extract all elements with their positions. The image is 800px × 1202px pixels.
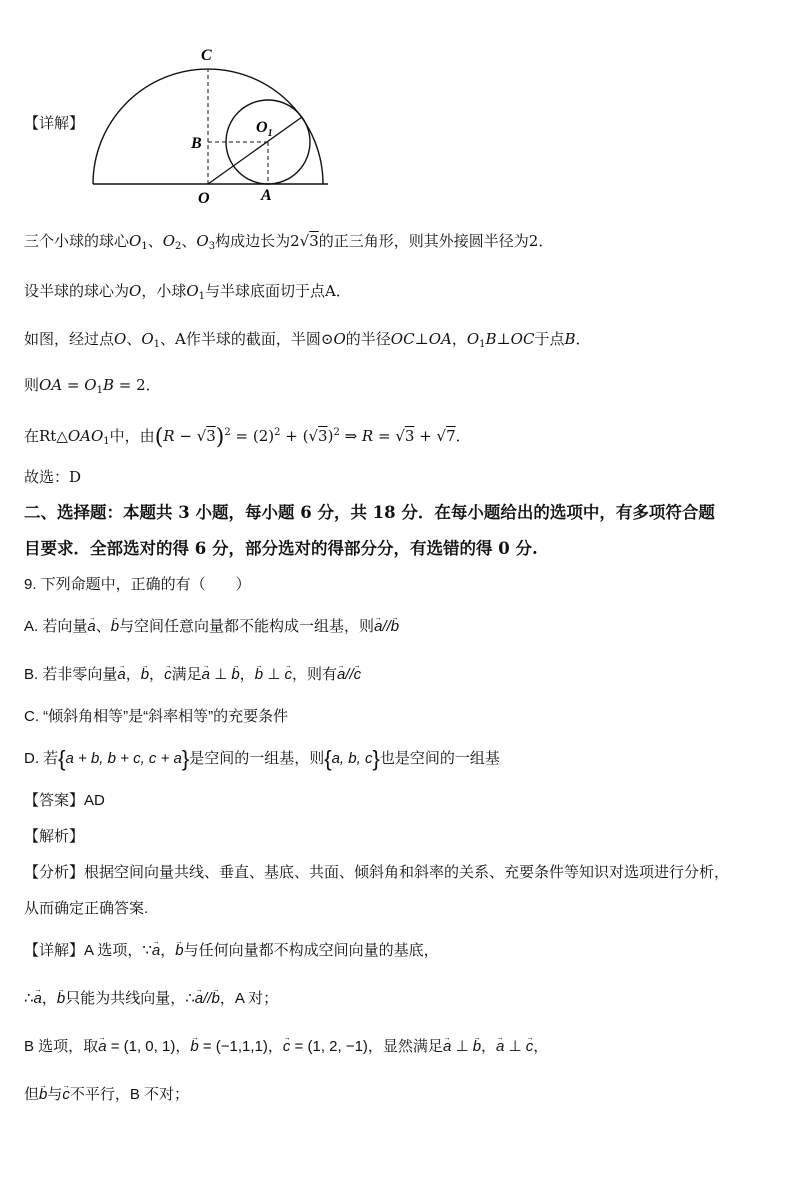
option-c: C. “倾斜角相等”是“斜率相等”的充要条件 — [24, 708, 289, 725]
detail-line-4: 但→ b与→ c不平行，B 不对； — [24, 1084, 776, 1106]
label-a: A — [261, 187, 272, 204]
detail-line-3: B 选项，取→ a = (1, 0, 1)，→ b = (−1,1,1)，→ c = (1, 2, −1)，显然满足→ a ⊥ → b，→ a ⊥ → c， — [24, 1036, 776, 1058]
option-d: D. 若{a + b, b + c, c + a}是空间的一组基，则{a, b, c}也是空间的一组基 — [24, 746, 500, 771]
option-b: B. 若非零向量→ a，→ b，→ c满足→ a ⊥ → b，→ b ⊥ → c，则有→ a//→ c — [24, 664, 776, 686]
section-heading-line-2: 目要求．全部选对的得 6 分，部分选对的得部分分，有选错的得 0 分. — [24, 539, 538, 558]
label-o: O — [198, 190, 210, 207]
label-b: B — [191, 135, 202, 152]
label-o1: $O_1$ — [256, 119, 273, 139]
solution-line-5: 在$Rt\triangle OAO_1$中，由$(R - √3)^2 = (2)^2 + (√3)^2$ ⇒ R = √3 + √7． — [24, 425, 471, 450]
detail-line-2: ∴→ a，→ b只能为共线向量，∴→ a//→ b，A 对； — [24, 988, 776, 1010]
question-stem: 9. 下列命题中，正确的有（ ） — [24, 576, 251, 593]
semicircle-diagram — [90, 40, 340, 210]
solution-line-4: 则OA = $O_1B = 2$． — [24, 376, 161, 396]
solution-line-2: 设半球的球心为O，小球$O_1$与半球底面切于点A． — [24, 282, 351, 302]
analysis-label: 【解析】 — [24, 828, 85, 845]
detail-label: 【详解】 — [24, 114, 85, 132]
answer-line: 【答案】AD — [24, 792, 105, 809]
label-c: C — [201, 47, 212, 64]
solution-line-1: 三个小球的球心$O_1$、$O_2$、$O_3$构成边长为2√3的正三角形，则其外接圆半径为2． — [24, 232, 554, 252]
section-heading-line-1: 二、选择题：本题共 3 小题，每小题 6 分，共 18 分．在每小题给出的选项中，有多项符合题 — [24, 503, 715, 522]
solution-line-3: 如图，经过点O、$O_1$、A作半球的截面，半圆⊙O的半径OC⊥OA，$O_1B\perp OC$于点B． — [24, 330, 591, 350]
o-o1-line — [208, 117, 302, 184]
fenxi-line-1: 【分析】根据空间向量共线、垂直、基底、共面、倾斜角和斜率的关系、充要条件等知识对选项进行分析， — [24, 864, 730, 881]
fenxi-line-2: 从而确定正确答案. — [24, 900, 149, 917]
detail-line-1: 【详解】A 选项，∵→ a，→ b与任何向量都不构成空间向量的基底， — [24, 940, 776, 962]
solution-line-6: 故选：D — [24, 468, 82, 486]
option-a: A. 若向量→ a、→ b与空间任意向量都不能构成一组基，则→ a//→ b — [24, 616, 776, 638]
